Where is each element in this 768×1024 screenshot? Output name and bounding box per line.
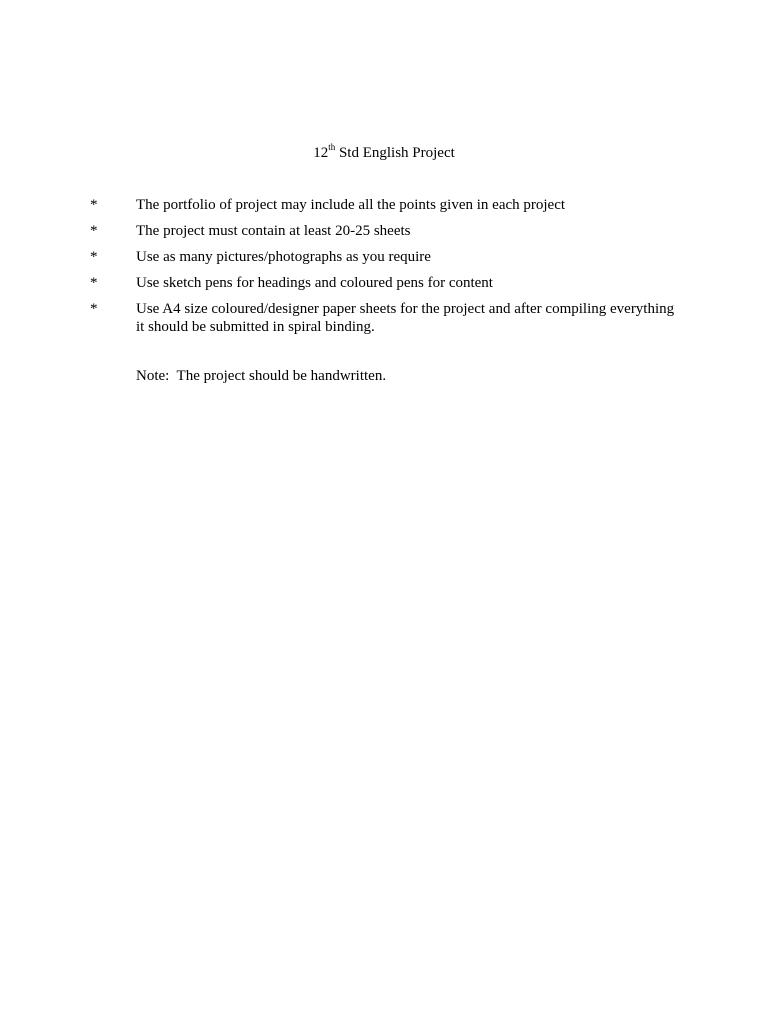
list-item-text: Use as many pictures/photographs as you require <box>136 249 431 265</box>
list-item-text: The project must contain at least 20-25 sheets <box>136 223 411 239</box>
title-number: 12 <box>313 145 329 161</box>
list-item-text: Use sketch pens for headings and coloured pens for content <box>136 275 493 291</box>
bullet-asterisk: * <box>90 223 98 239</box>
note-text: Note: The project should be handwritten. <box>136 368 387 384</box>
list-item-text: Use A4 size coloured/designer paper sheets for the project and after compiling everything it should be submitted in spiral binding. <box>136 301 675 335</box>
bullet-asterisk: * <box>90 197 98 213</box>
list-item <box>0 248 684 266</box>
bullet-asterisk: * <box>90 301 98 317</box>
list-item <box>0 196 684 214</box>
instruction-list <box>0 196 768 344</box>
list-item <box>0 222 684 240</box>
bullet-asterisk: * <box>90 249 98 265</box>
title-superscript: th <box>328 142 336 152</box>
list-item <box>0 300 684 336</box>
title-text: Std English Project <box>335 145 455 161</box>
page-title <box>0 144 768 162</box>
list-item <box>0 274 684 292</box>
list-item-text: The portfolio of project may include all the points given in each project <box>136 197 566 213</box>
bullet-asterisk: * <box>90 275 98 291</box>
